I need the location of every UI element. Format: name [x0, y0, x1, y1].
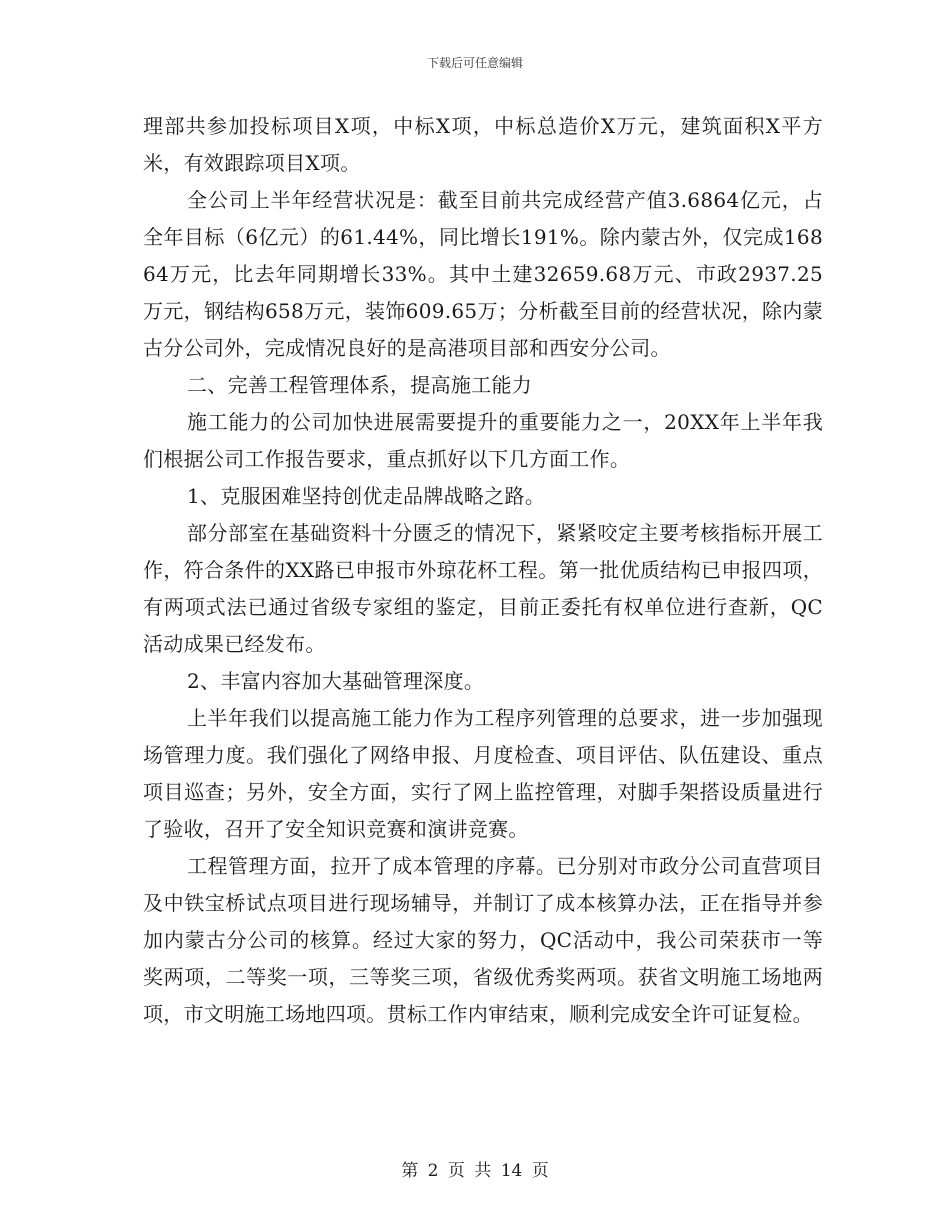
paragraph-continued: 理部共参加投标项目X项，中标X项，中标总造价X万元，建筑面积X平方米，有效跟踪项目X项。	[143, 114, 823, 175]
subheading-2: 2、丰富内容加大基础管理深度。	[187, 669, 485, 693]
paragraph-construction-capability: 施工能力的公司加快进展需要提升的重要能力之一，20XX年上半年我们根据公司工作报告要求，重点抓好以下几方面工作。	[143, 410, 823, 471]
paragraph-operating-status: 全公司上半年经营状况是：截至目前共完成经营产值3.6864亿元，占全年目标（6亿元）的61.44%，同比增长191%。除内蒙古外，仅完成16864万元，比去年同期增长33%。其中土建32659.68万元、市政2937.25万元，钢结构658万元，装饰609.65万；分析截至目前的经营状况，除内蒙古分公司外，完成情况良好的是高港项目部和西安分公司。	[143, 188, 823, 360]
paragraph-site-management: 上半年我们以提高施工能力作为工程序列管理的总要求，进一步加强现场管理力度。我们强化了网络申报、月度检查、项目评估、队伍建设、重点项目巡查；另外，安全方面，实行了网上监控管理，对脚手架搭设质量进行了验收，召开了安全知识竞赛和演讲竞赛。	[143, 706, 823, 841]
document-body	[143, 108, 823, 1033]
paragraph-brand-strategy: 部分部室在基础资料十分匮乏的情况下，紧紧咬定主要考核指标开展工作，符合条件的XX路已申报市外琼花杯工程。第一批优质结构已申报四项，有两项式法已通过省级专家组的鉴定，目前正委托有权单位进行查新，QC活动成果已经发布。	[143, 521, 823, 656]
header-note: 下载后可任意编辑	[426, 56, 523, 70]
paragraph-cost-management: 工程管理方面，拉开了成本管理的序幕。已分别对市政分公司直营项目及中铁宝桥试点项目进行现场辅导，并制订了成本核算办法，正在指导并参加内蒙古分公司的核算。经过大家的努力，QC活动中，我公司荣获市一等奖两项，二等奖一项，三等奖三项，省级优秀奖两项。获省文明施工场地两项，市文明施工场地四项。贯标工作内审结束，顺利完成安全许可证复检。	[143, 854, 823, 1026]
section-heading-2: 二、完善工程管理体系，提高施工能力	[187, 373, 533, 397]
subheading-1: 1、克服困难坚持创优走品牌战略之路。	[187, 484, 546, 508]
page-number-footer: 第 2 页 共 14 页	[401, 1161, 549, 1181]
